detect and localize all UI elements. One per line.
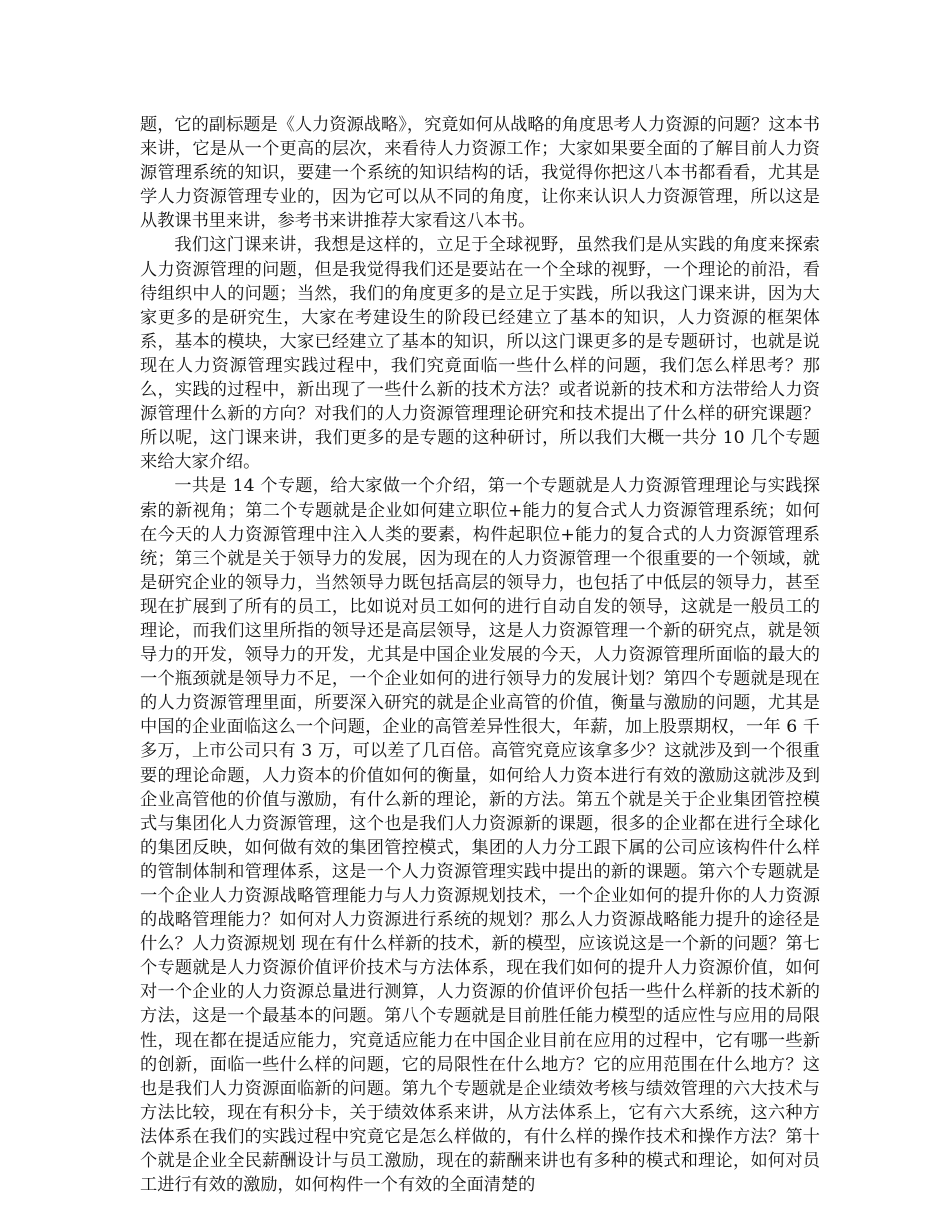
paragraph-course-approach: 我们这门课来讲，我想是这样的，立足于全球视野，虽然我们是从实践的角度来探索人力资源管理的问题，但是我觉得我们还是要站在一个全球的视野，一个理论的前沿，看待组织中人的问题；当然，我们的角度更多的是立足于实践，所以我这门课来讲，因为大家更多的是研究生，大家在考建设生的阶段已经建立了基本的知识，人力资源的框架体系，基本的模块，大家已经建立了基本的知识，所以这门课更多的是专题研讨，也就是说现在人力资源管理实践过程中，我们究竟面临一些什么样的问题，我们怎么样思考？那么，实践的过程中，新出现了一些什么新的技术方法？或者说新的技术和方法带给人力资源管理什么新的方向？对我们的人力资源管理理论研究和技术提出了什么样的研究课题？所以呢，这门课来讲，我们更多的是专题的这种研讨，所以我们大概一共分 10 几个专题来给大家介绍。 [140,235,820,473]
document-body [140,113,820,1197]
paragraph-continuation: 题，它的副标题是《人力资源战略》，究竟如何从战略的角度思考人力资源的问题？这本书来讲，它是从一个更高的层次，来看待人力资源工作；大家如果要全面的了解目前人力资源管理系统的知识，要建一个系统的知识结构的话，我觉得你把这八本书都看看，尤其是学人力资源管理专业的，因为它可以从不同的角度，让你来认识人力资源管理，所以这是从教课书里来讲，参考书来讲推荐大家看这八本书。 [140,115,820,232]
paragraph-topic-list: 一共是 14 个专题，给大家做一个介绍，第一个专题就是人力资源管理理论与实践探索的新视角；第二个专题就是企业如何建立职位+能力的复合式人力资源管理系统；如何在今天的人力资源管理中注入人类的要素，构件起职位+能力的复合式的人力资源管理系统；第三个就是关于领导力的发展，因为现在的人力资源管理一个很重要的一个领域，就是研究企业的领导力，当然领导力既包括高层的领导力，也包括了中低层的领导力，甚至现在扩展到了所有的员工，比如说对员工如何的进行自动自发的领导，这就是一般员工的理论，而我们这里所指的领导还是高层领导，这是人力资源管理一个新的研究点，就是领导力的开发，领导力的开发，尤其是中国企业发展的今天，人力资源管理所面临的最大的一个瓶颈就是领导力不足，一个企业如何的进行领导力的发展计划？第四个专题就是现在的人力资源管理里面，所要深入研究的就是企业高管的价值，衡量与激励的问题，尤其是中国的企业面临这么一个问题，企业的高管差异性很大，年薪，加上股票期权，一年 6 千多万，上市公司只有 3 万，可以差了几百倍。高管究竟应该拿多少？这就涉及到一个很重要的理论命题，人力资本的价值如何的衡量，如何给人力资本进行有效的激励这就涉及到企业高管他的价值与激励，有什么新的理论，新的方法。第五个就是关于企业集团管控模式与集团化人力资源管理，这个也是我们人力资源新的课题，很多的企业都在进行全球化的集团反映，如何做有效的集团管控模式，集团的人力分工跟下属的公司应该构件什么样的管制体制和管理体系，这是一个人力资源管理实践中提出的新的课题。第六个专题就是一个企业人力资源战略管理能力与人力资源规划技术，一个企业如何的提升你的人力资源的战略管理能力？如何对人力资源进行系统的规划？那么人力资源战略能力提升的途径是什么？人力资源规划 现在有什么样新的技术，新的模型，应该说这是一个新的问题？第七个专题就是人力资源价值评价技术与方法体系，现在我们如何的提升人力资源价值，如何对一个企业的人力资源总量进行测算，人力资源的价值评价包括一些什么样新的技术新的方法，这是一个最基本的问题。第八个专题就是目前胜任能力模型的适应性与应用的局限性，现在都在提适应能力，究竟适应能力在中国企业目前在应用的过程中，它有哪一些新的创新，面临一些什么样的问题，它的局限性在什么地方？它的应用范围在什么地方？这也是我们人力资源面临新的问题。第九个专题就是企业绩效考核与绩效管理的六大技术与方法比较，现在有积分卡，关于绩效体系来讲，从方法体系上，它有六大系统，这六种方法体系在我们的实践过程中究竟它是怎么样做的，有什么样的操作技术和操作方法？第十个就是企业全民薪酬设计与员工激励，现在的薪酬来讲也有多种的模式和理论，如何对员工进行有效的激励，如何构件一个有效的全面清楚的 [140,476,820,1196]
